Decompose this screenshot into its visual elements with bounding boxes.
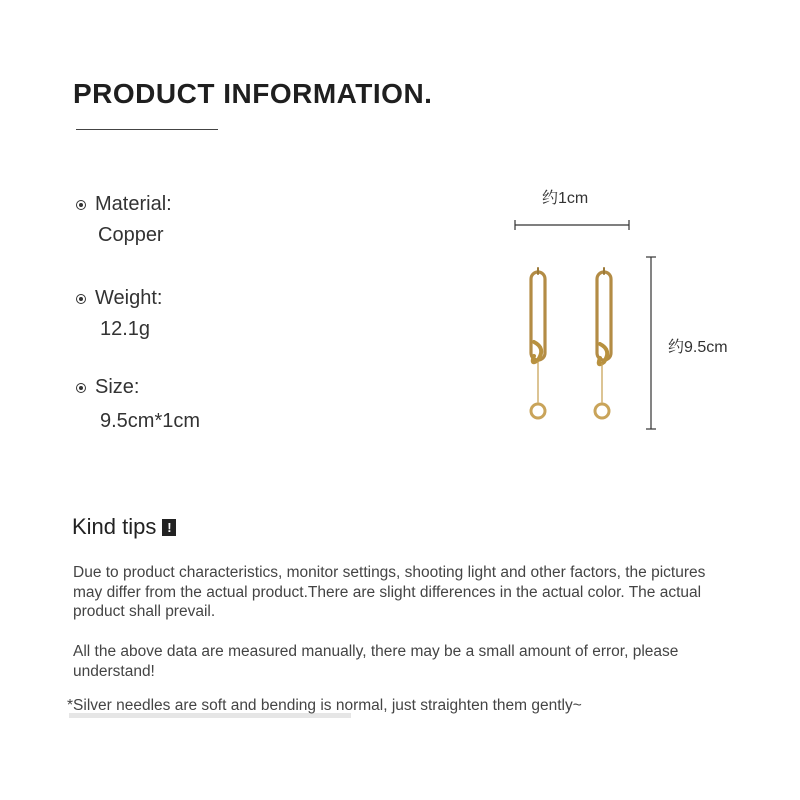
height-dimension-label: 约9.5cm (668, 339, 728, 356)
tips-paragraph-2: All the above data are measured manually, there may be a small amount of error, please understand! (73, 643, 679, 680)
exclamation-icon: ! (162, 519, 176, 536)
target-bullet-icon (76, 383, 86, 393)
earring-right (595, 268, 611, 418)
product-figure (490, 180, 780, 450)
spec-material-label: Material: (95, 193, 172, 215)
target-bullet-icon (76, 200, 86, 210)
kind-tips-title: Kind tips (72, 514, 157, 539)
height-dimension-line (646, 257, 656, 429)
earring-left (531, 268, 545, 418)
kind-tips-heading (72, 514, 176, 540)
tips-paragraph-1: Due to product characteristics, monitor settings, shooting light and other factors, the pictures may differ from the actual product.There are slight differences in the actual color. The actual product shall prevail. (73, 564, 706, 620)
spec-weight-label: Weight: (95, 287, 163, 309)
spec-size-value: 9.5cm*1cm (100, 410, 201, 432)
width-dimension-label: 约1cm (542, 190, 589, 207)
title-divider (76, 129, 218, 130)
spec-weight-value: 12.1g (100, 318, 151, 340)
spec-size (76, 376, 200, 433)
tips-note: *Silver needles are soft and bending is normal, just straighten them gently~ (67, 697, 582, 714)
earrings-image (490, 180, 780, 450)
spec-material (76, 193, 172, 247)
spec-size-label: Size: (95, 376, 140, 398)
width-dimension-line (515, 220, 629, 230)
spec-weight (76, 287, 162, 341)
spec-material-value: Copper (98, 224, 164, 246)
target-bullet-icon (76, 294, 86, 304)
page-title: PRODUCT INFORMATION. (73, 78, 433, 109)
